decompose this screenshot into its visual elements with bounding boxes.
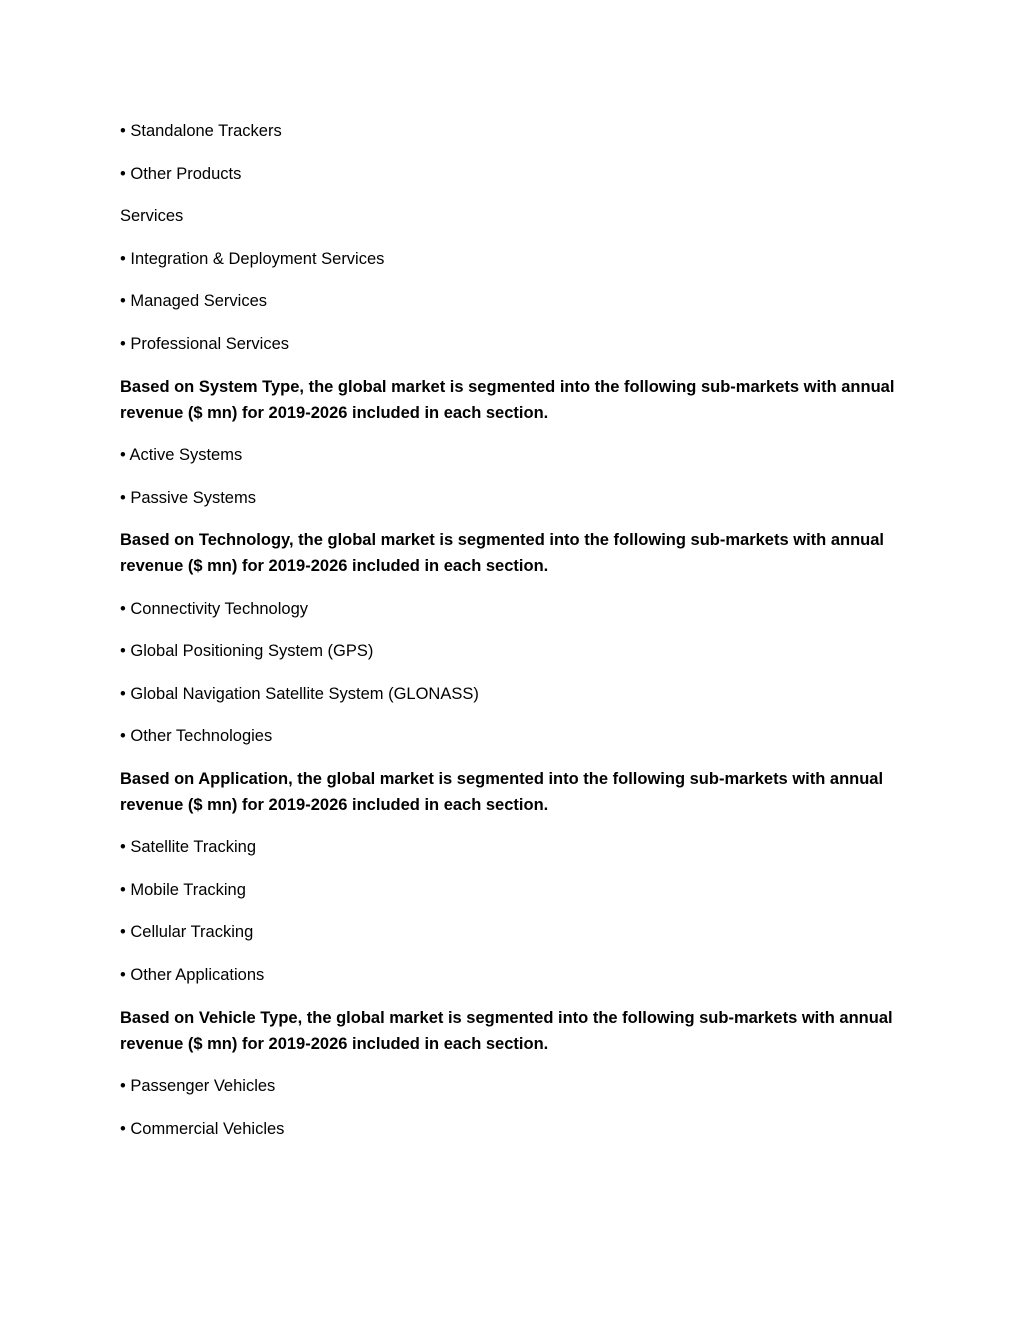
document-page: [120, 0, 910, 1325]
list-item-standalone-trackers: • Standalone Trackers: [120, 122, 282, 140]
list-item-mobile-tracking: • Mobile Tracking: [120, 881, 246, 899]
list-item-other-products: • Other Products: [120, 165, 242, 183]
list-item-managed-services: • Managed Services: [120, 292, 268, 310]
section-label-services: Services: [120, 207, 184, 225]
list-item-satellite-tracking: • Satellite Tracking: [120, 838, 257, 856]
heading-vehicle-type: Based on Vehicle Type, the global market is segmented into the following sub-markets with annual revenue ($ mn) for 2019-2026 included in each section.: [120, 1009, 893, 1053]
list-item-passenger-vehicles: • Passenger Vehicles: [120, 1077, 276, 1095]
heading-technology: Based on Technology, the global market is segmented into the following sub-markets with annual revenue ($ mn) for 2019-2026 included in each section.: [120, 531, 884, 575]
list-item-connectivity-technology: • Connectivity Technology: [120, 600, 308, 618]
list-item-other-technologies: • Other Technologies: [120, 727, 273, 745]
list-item-commercial-vehicles: • Commercial Vehicles: [120, 1120, 285, 1138]
heading-application: Based on Application, the global market is segmented into the following sub-markets with annual revenue ($ mn) for 2019-2026 included in each section.: [120, 770, 884, 814]
list-item-passive-systems: • Passive Systems: [120, 489, 256, 507]
list-item-active-systems: • Active Systems: [120, 446, 243, 464]
list-item-cellular-tracking: • Cellular Tracking: [120, 923, 254, 941]
list-item-integration-deployment: • Integration & Deployment Services: [120, 250, 385, 268]
list-item-glonass: • Global Navigation Satellite System (GLONASS): [120, 685, 479, 703]
list-item-professional-services: • Professional Services: [120, 335, 290, 353]
list-item-other-applications: • Other Applications: [120, 966, 265, 984]
heading-system-type: Based on System Type, the global market is segmented into the following sub-markets with annual revenue ($ mn) for 2019-2026 included in each section.: [120, 378, 895, 422]
list-item-gps: • Global Positioning System (GPS): [120, 642, 374, 660]
